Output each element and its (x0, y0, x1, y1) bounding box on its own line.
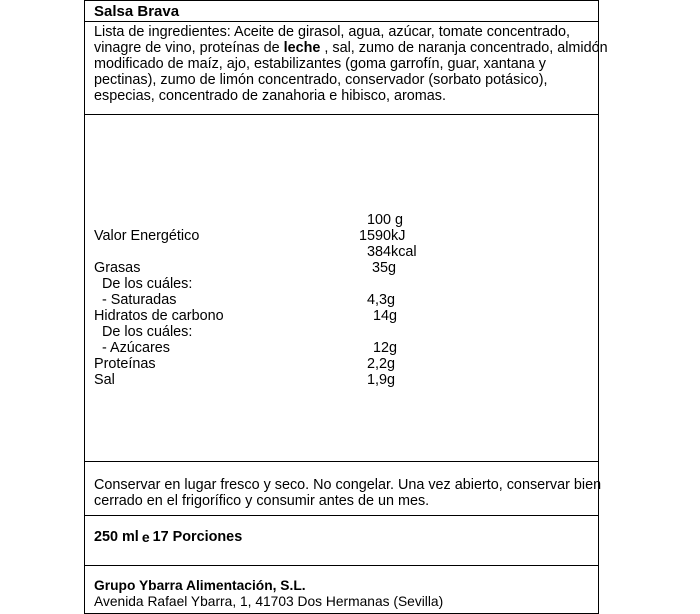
divider-ingredients (85, 114, 598, 115)
allergen-milk: leche (283, 40, 321, 56)
nutrition-value-protein: 2,2g (367, 356, 396, 372)
divider-quantity (85, 565, 598, 566)
nutrition-value-energy-kj: 1590kJ (359, 228, 406, 244)
ingredients-list (94, 24, 608, 104)
company-address: Avenida Rafael Ybarra, 1, 41703 Dos Hermanas (Sevilla) (94, 594, 444, 609)
nutrition-value-saturated: 4,3g (367, 292, 396, 308)
ingredients-line: vinagre de vino, proteínas de leche , sal, zumo de naranja concentrado, almidón (94, 40, 608, 56)
storage-line-2: cerrado en el frigorífico y consumir antes de un mes. (94, 493, 430, 509)
divider-storage (85, 515, 598, 516)
nutrition-label-saturated: - Saturadas (94, 292, 177, 308)
nutrition-label-of-which: De los cuáles: (94, 324, 193, 340)
nutrition-label-salt: Sal (94, 372, 115, 388)
divider-title (85, 21, 598, 22)
estimated-sign-icon: e (141, 529, 150, 545)
net-volume: 250 ml (94, 529, 139, 545)
ingredients-line: pectinas), zumo de limón concentrado, conservador (sorbato potásico), (94, 72, 548, 88)
nutrition-value-carbohydrates: 14g (373, 308, 398, 324)
nutrition-label-protein: Proteínas (94, 356, 156, 372)
divider-top (85, 0, 598, 1)
company-name: Grupo Ybarra Alimentación, S.L. (94, 578, 306, 593)
ingredients-line: especias, concentrado de zanahoria e hibisco, aromas. (94, 88, 446, 104)
nutrition-per-header: 100 g (367, 212, 404, 228)
portions-count: 17 Porciones (152, 529, 243, 545)
nutrition-value-energy-kcal: 384kcal (367, 244, 417, 260)
nutrition-value-salt: 1,9g (367, 372, 396, 388)
nutrition-label-of-which: De los cuáles: (94, 276, 193, 292)
nutrition-label-sugars: - Azúcares (94, 340, 170, 356)
nutrition-label-fat: Grasas (94, 260, 141, 276)
product-name: Salsa Brava (94, 3, 180, 20)
divider-nutrition (85, 461, 598, 462)
nutrition-label-energy: Valor Energético (94, 228, 200, 244)
quantity-line (94, 528, 242, 545)
ingredients-line: Lista de ingredientes: Aceite de girasol, agua, azúcar, tomate concentrado, (94, 24, 570, 40)
nutrition-label (84, 0, 608, 614)
ingredients-line: modificado de maíz, ajo, estabilizantes (goma garrofín, guar, xantana y (94, 56, 546, 72)
nutrition-value-sugars: 12g (373, 340, 398, 356)
storage-line-1: Conservar en lugar fresco y seco. No congelar. Una vez abierto, conservar bien (94, 477, 602, 493)
nutrition-value-fat: 35g (372, 260, 397, 276)
nutrition-label-carbohydrates: Hidratos de carbono (94, 308, 224, 324)
